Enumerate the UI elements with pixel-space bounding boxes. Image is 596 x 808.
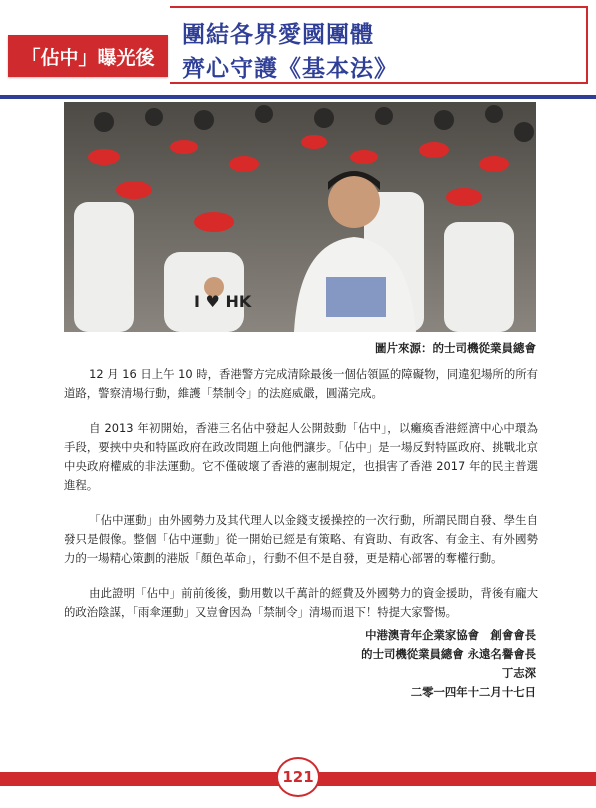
signature-org-1: 中港澳青年企業家協會 創會會長: [365, 628, 536, 642]
title-box: [170, 6, 588, 84]
crowd-photo: [64, 102, 536, 332]
article-paragraph-4: 由此證明「佔中」前前後後，動用數以千萬計的經費及外國勢力的資金援助，背後有龐大的政治陰謀，「雨傘運動」又豈會因為「禁制令」清場而退下！特提大家警惕。: [64, 586, 538, 619]
header-divider: [0, 95, 596, 99]
article-body: [64, 365, 538, 638]
page-number: 121: [282, 768, 314, 786]
photo-caption: 圖片來源：的士司機從業員總會: [375, 341, 536, 355]
article-paragraph-2: 自 2013 年初開始，香港三名佔中發起人公開鼓動「佔中」，以癱瘓香港經濟中心中環為手段，要挾中央和特區政府在政改問題上向他們讓步。「佔中」是一場反對特區政府、挑戰北京中央政府權威的非法運動。它不僅破壞了香港的憲制規定，也損害了香港 2017 年的民主普選進程。: [64, 421, 538, 492]
signature-org-2: 的士司機從業員總會 永遠名譽會長: [361, 647, 536, 661]
article-paragraph-1: 12 月 16 日上午 10 時，香港警方完成清除最後一個佔領區的障礙物，同違犯場所的所有道路，警察清場行動，維護「禁制令」的法庭威嚴，圓滿完成。: [64, 367, 538, 400]
page-title-line-2: 齊心守護《基本法》: [182, 56, 398, 82]
article-paragraph-3: 「佔中運動」由外國勢力及其代理人以金錢支援操控的一次行動，所謂民間自發、學生自發只是假像。整個「佔中運動」從一開始已經是有策略、有資助、有政客、有金主、有外國勢力的一場精心策劃的港版「顏色革命」，行動不但不是自發，更是精心部署的奪權行動。: [64, 513, 538, 565]
signature-name: 丁志深: [501, 666, 536, 680]
signature-block: [361, 626, 536, 702]
page-title-line-1: 團結各界愛國團體: [182, 22, 374, 48]
section-tab-label: 「佔中」曝光後: [21, 46, 155, 69]
signature-date: 二零一四年十二月十七日: [410, 685, 536, 699]
shirt-text: I ♥ HK: [194, 292, 252, 311]
crowd-photo-illustration: [64, 102, 536, 332]
section-tab: [8, 35, 168, 77]
page-number-badge: [276, 757, 320, 797]
